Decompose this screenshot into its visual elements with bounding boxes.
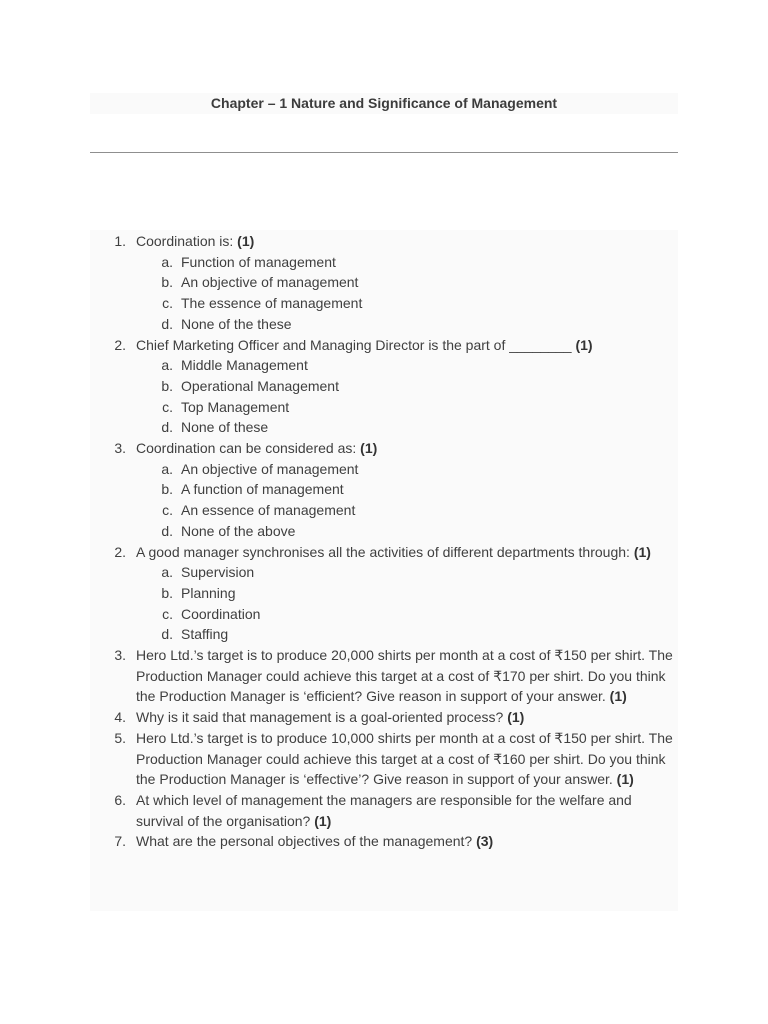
option-item xyxy=(136,376,676,397)
question-marks: (3) xyxy=(476,833,494,850)
question-text: A good manager synchronises all the activities of different departments through: xyxy=(136,543,630,560)
option-text: The essence of management xyxy=(181,295,363,312)
option-list xyxy=(136,252,676,335)
question-item xyxy=(90,335,678,439)
question-item xyxy=(90,542,678,646)
question-number: 4. xyxy=(114,709,126,726)
question-marks: (1) xyxy=(507,709,525,726)
option-item xyxy=(136,604,676,625)
option-text: Planning xyxy=(181,584,236,601)
option-item xyxy=(136,272,676,293)
option-item xyxy=(136,355,676,376)
question-number: 6. xyxy=(114,791,126,808)
question-text: Why is it said that management is a goal-oriented process? xyxy=(136,709,504,726)
question-marks: (1) xyxy=(609,688,627,705)
question-text: Coordination can be considered as: xyxy=(136,440,357,457)
option-letter: a. xyxy=(161,460,173,477)
option-letter: d. xyxy=(161,419,173,436)
question-marks: (1) xyxy=(360,440,378,457)
option-text: A function of management xyxy=(181,481,344,498)
option-item xyxy=(136,314,676,335)
option-letter: c. xyxy=(162,605,173,622)
option-letter: b. xyxy=(161,274,173,291)
question-text: Coordination is: xyxy=(136,233,234,249)
question-number: 1. xyxy=(114,233,126,249)
option-text: None of these xyxy=(181,419,269,436)
option-letter: c. xyxy=(162,295,173,312)
option-letter: d. xyxy=(161,522,173,539)
question-number: 3. xyxy=(114,647,126,664)
question-text: Hero Ltd.’s target is to produce 20,000 shirts per month at a cost of ₹150 per shirt. The Production Manager could achieve this target at a cost of ₹170 per shirt. Do you think the Production Manager is ‘efficient? Give reason in support of your answer. xyxy=(136,647,673,705)
question-item xyxy=(90,831,678,852)
question-text: At which level of management the managers are responsible for the welfare and survival of the organisation? xyxy=(136,791,632,829)
option-text: Function of management xyxy=(181,253,336,270)
question-item xyxy=(90,790,678,831)
question-marks: (1) xyxy=(314,812,332,829)
option-letter: d. xyxy=(161,626,173,643)
option-letter: c. xyxy=(162,502,173,519)
option-letter: a. xyxy=(161,564,173,581)
option-text: Top Management xyxy=(181,398,290,415)
question-list xyxy=(90,231,678,852)
option-item xyxy=(136,293,676,314)
option-letter: b. xyxy=(161,377,173,394)
question-item xyxy=(90,707,678,728)
option-text: Staffing xyxy=(181,626,229,643)
option-item xyxy=(136,500,676,521)
option-letter: c. xyxy=(162,398,173,415)
option-list xyxy=(136,459,676,542)
option-text: None of the above xyxy=(181,522,296,539)
question-number: 2. xyxy=(114,336,126,353)
chapter-title: Chapter – 1 Nature and Significance of Management xyxy=(210,95,558,111)
question-item xyxy=(90,231,678,335)
question-number: 5. xyxy=(114,729,126,746)
option-item xyxy=(136,624,676,645)
question-text: Chief Marketing Officer and Managing Director is the part of ________ xyxy=(136,336,572,353)
option-letter: b. xyxy=(161,584,173,601)
option-text: None of the these xyxy=(181,315,292,332)
option-list xyxy=(136,355,676,438)
option-text: An objective of management xyxy=(181,460,359,477)
option-item xyxy=(136,521,676,542)
option-letter: a. xyxy=(161,357,173,374)
option-item xyxy=(136,252,676,273)
option-list xyxy=(136,562,676,645)
option-item xyxy=(136,479,676,500)
option-text: An essence of management xyxy=(181,502,356,519)
question-item xyxy=(90,438,678,542)
option-text: An objective of management xyxy=(181,274,359,291)
question-item xyxy=(90,645,678,707)
question-marks: (1) xyxy=(633,543,651,560)
option-letter: b. xyxy=(161,481,173,498)
question-item xyxy=(90,728,678,790)
option-item xyxy=(136,562,676,583)
option-item xyxy=(136,459,676,480)
question-number: 2. xyxy=(114,543,126,560)
option-text: Operational Management xyxy=(181,377,339,394)
option-text: Supervision xyxy=(181,564,255,581)
question-text: Hero Ltd.’s target is to produce 10,000 shirts per month at a cost of ₹150 per shirt. The Production Manager could achieve this target at a cost of ₹160 per shirt. Do you think the Production Manager is ‘effective’? Give reason in support of your answer. xyxy=(136,729,673,788)
question-text: What are the personal objectives of the management? xyxy=(136,833,473,850)
option-letter: a. xyxy=(161,253,173,270)
option-text: Coordination xyxy=(181,605,261,622)
option-letter: d. xyxy=(161,315,173,332)
title-divider xyxy=(90,152,678,153)
option-item xyxy=(136,417,676,438)
question-marks: (1) xyxy=(237,233,255,249)
question-marks: (1) xyxy=(575,336,593,353)
option-text: Middle Management xyxy=(181,357,308,374)
question-marks: (1) xyxy=(616,771,634,788)
question-number: 7. xyxy=(114,833,126,850)
question-number: 3. xyxy=(114,440,126,457)
option-item xyxy=(136,583,676,604)
option-item xyxy=(136,397,676,418)
